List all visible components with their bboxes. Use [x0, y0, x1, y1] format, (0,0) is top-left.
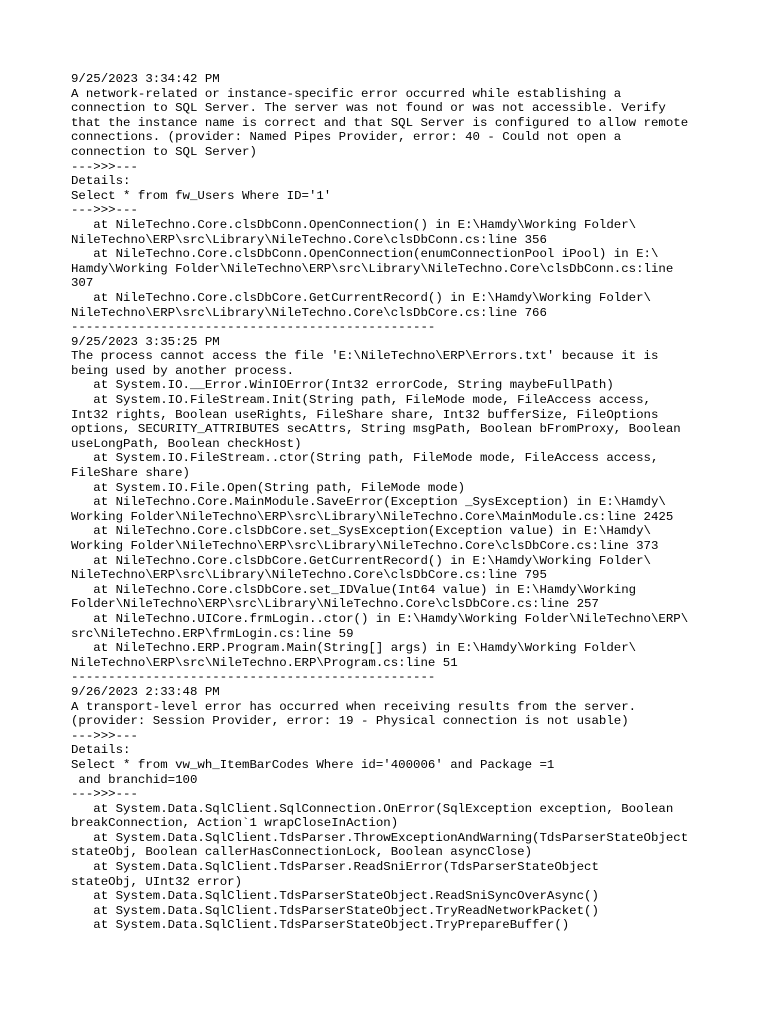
- log-line: stateObj, Boolean callerHasConnectionLock, Boolean asyncClose): [71, 845, 533, 860]
- log-line: (provider: Session Provider, error: 19 - Physical connection is not usable): [71, 714, 629, 729]
- log-line: NileTechno\ERP\src\Library\NileTechno.Core\clsDbConn.cs:line 356: [71, 232, 547, 247]
- log-line: A network-related or instance-specific error occurred while establishing a: [71, 86, 622, 101]
- log-line: at System.Data.SqlClient.TdsParserStateObject.TryPrepareBuffer(): [71, 918, 570, 933]
- log-line: FileShare share): [71, 466, 190, 481]
- log-line: connection to SQL Server. The server was not found or was not accessible. Verify: [71, 101, 666, 116]
- log-line: Hamdy\Working Folder\NileTechno\ERP\src\Library\NileTechno.Core\clsDbConn.cs:line: [71, 261, 674, 276]
- log-line: at NileTechno.Core.clsDbCore.set_IDValue(Int64 value) in E:\Hamdy\Working: [71, 582, 637, 597]
- log-line: The process cannot access the file 'E:\NileTechno\ERP\Errors.txt' because it is: [71, 349, 659, 364]
- log-line: connections. (provider: Named Pipes Provider, error: 40 - Could not open a: [71, 130, 622, 145]
- log-line: options, SECURITY_ATTRIBUTES secAttrs, String msgPath, Boolean bFromProxy, Boolean: [71, 422, 681, 437]
- log-line: at NileTechno.ERP.Program.Main(String[] args) in E:\Hamdy\Working Folder\: [71, 641, 637, 656]
- log-line: src\NileTechno.ERP\frmLogin.cs:line 59: [71, 626, 354, 641]
- error-log-text: [71, 72, 728, 933]
- log-line: NileTechno\ERP\src\NileTechno.ERP\Program.cs:line 51: [71, 655, 458, 670]
- log-line: being used by another process.: [71, 363, 295, 378]
- log-line: at NileTechno.Core.clsDbConn.OpenConnection(enumConnectionPool iPool) in E:\: [71, 247, 659, 262]
- log-line: useLongPath, Boolean checkHost): [71, 436, 302, 451]
- log-line: at System.IO.File.Open(String path, FileMode mode): [71, 480, 466, 495]
- log-line: at NileTechno.Core.clsDbConn.OpenConnection() in E:\Hamdy\Working Folder\: [71, 217, 637, 232]
- log-line: connection to SQL Server): [71, 144, 257, 159]
- log-line: Details:: [71, 174, 131, 189]
- log-line: at NileTechno.Core.clsDbCore.GetCurrentRecord() in E:\Hamdy\Working Folder\: [71, 553, 651, 568]
- log-line: Folder\NileTechno\ERP\src\Library\NileTechno.Core\clsDbCore.cs:line 257: [71, 597, 599, 612]
- log-line: at System.IO.FileStream..ctor(String path, FileMode mode, FileAccess access,: [71, 451, 659, 466]
- log-line: A transport-level error has occurred when receiving results from the server.: [71, 699, 637, 714]
- log-line: NileTechno\ERP\src\Library\NileTechno.Core\clsDbCore.cs:line 795: [71, 568, 547, 583]
- log-line: 9/26/2023 2:33:48 PM: [71, 684, 220, 699]
- log-line: stateObj, UInt32 error): [71, 874, 243, 889]
- log-line: -------------------------------------------------: [71, 670, 436, 685]
- log-line: at System.Data.SqlClient.TdsParser.ReadSniError(TdsParserStateObject: [71, 860, 599, 875]
- log-line: at NileTechno.Core.MainModule.SaveError(Exception _SysException) in E:\Hamdy\: [71, 495, 666, 510]
- log-line: at System.IO.FileStream.Init(String path, FileMode mode, FileAccess access,: [71, 393, 651, 408]
- log-line: at System.Data.SqlClient.TdsParserStateObject.TryReadNetworkPacket(): [71, 903, 599, 918]
- log-line: --->>>---: [71, 728, 138, 743]
- log-line: Int32 rights, Boolean useRights, FileShare share, Int32 bufferSize, FileOptions: [71, 407, 659, 422]
- log-line: 307: [71, 276, 94, 291]
- log-line: at System.Data.SqlClient.TdsParserStateObject.ReadSniSyncOverAsync(): [71, 889, 599, 904]
- log-line: --->>>---: [71, 203, 138, 218]
- log-line: -------------------------------------------------: [71, 320, 436, 335]
- log-line: at System.Data.SqlClient.TdsParser.ThrowExceptionAndWarning(TdsParserStateObject: [71, 830, 689, 845]
- log-line: Working Folder\NileTechno\ERP\src\Library\NileTechno.Core\MainModule.cs:line 2425: [71, 509, 674, 524]
- log-line: --->>>---: [71, 787, 138, 802]
- log-line: --->>>---: [71, 159, 138, 174]
- log-line: and branchid=100: [71, 772, 198, 787]
- log-line: Select * from vw_wh_ItemBarCodes Where id='400006' and Package =1: [71, 757, 555, 772]
- log-line: that the instance name is correct and that SQL Server is configured to allow remote: [71, 115, 689, 130]
- log-line: at NileTechno.Core.clsDbCore.GetCurrentRecord() in E:\Hamdy\Working Folder\: [71, 290, 651, 305]
- log-line: Working Folder\NileTechno\ERP\src\Library\NileTechno.Core\clsDbCore.cs:line 373: [71, 539, 659, 553]
- log-line: Select * from fw_Users Where ID='1': [71, 188, 332, 203]
- log-line: at System.Data.SqlClient.SqlConnection.OnError(SqlException exception, Boolean: [71, 801, 674, 816]
- log-line: breakConnection, Action`1 wrapCloseInAction): [71, 816, 399, 831]
- log-line: NileTechno\ERP\src\Library\NileTechno.Core\clsDbCore.cs:line 766: [71, 305, 547, 320]
- log-line: at NileTechno.UICore.frmLogin..ctor() in E:\Hamdy\Working Folder\NileTechno\ERP\: [71, 611, 689, 626]
- log-line: at System.IO.__Error.WinIOError(Int32 errorCode, String maybeFullPath): [71, 378, 614, 393]
- log-line: 9/25/2023 3:34:42 PM: [71, 72, 220, 86]
- log-line: Details:: [71, 743, 131, 758]
- log-line: at NileTechno.Core.clsDbCore.set_SysException(Exception value) in E:\Hamdy\: [71, 524, 651, 539]
- log-line: 9/25/2023 3:35:25 PM: [71, 334, 220, 349]
